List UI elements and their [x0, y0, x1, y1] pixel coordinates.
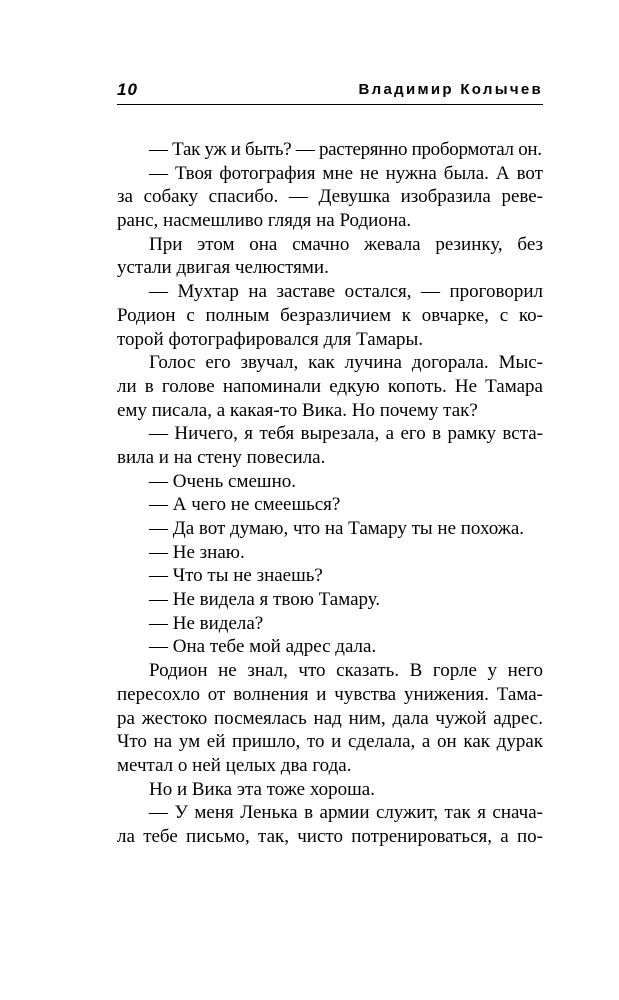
page-header — [117, 80, 543, 102]
text-line: ра жестоко посмеялась над ним, дала чужой адрес. — [117, 707, 543, 729]
text-line: ему писала, а какая-то Вика. Но почему так? — [117, 399, 478, 421]
running-head-author: Владимир Колычев — [358, 81, 543, 98]
text-line: Что на ум ей пришло, то и сделала, а он как дурак — [117, 731, 543, 753]
text-line: — Очень смешно. — [149, 470, 296, 492]
body-text — [117, 138, 543, 849]
text-line: — У меня Ленька в армии служит, так я снача- — [149, 802, 543, 824]
text-line: мечтал о ней целых два года. — [117, 754, 352, 776]
text-line: — Она тебе мой адрес дала. — [149, 636, 377, 658]
text-line: — Что ты не знаешь? — [149, 565, 323, 587]
text-line: вила и на стену повесила. — [117, 446, 326, 468]
text-line: ли в голове напоминали едкую копоть. Не Тамара — [117, 375, 543, 397]
text-line: пересохло от волнения и чувства унижения. Тама- — [117, 683, 543, 705]
text-line: за собаку спасибо. — Девушка изобразила реве- — [117, 186, 543, 208]
text-line: — Твоя фотография мне не нужна была. А вот — [149, 162, 543, 184]
text-line: — Не видела я твою Тамару. — [149, 589, 381, 611]
text-line: ранс, насмешливо глядя на Родиона. — [117, 210, 412, 232]
text-line: — Ничего, я тебя вырезала, а его в рамку вста- — [149, 423, 543, 445]
text-line: — Мухтар на заставе остался, — проговорил — [149, 281, 543, 303]
text-line: Родион с полным безразличием к овчарке, с ко- — [117, 304, 543, 326]
text-line: Родион не знал, что сказать. В горле у него — [149, 660, 543, 682]
text-line: При этом она смачно жевала резинку, без — [149, 233, 543, 255]
text-line: Голос его звучал, как лучина догорала. Мыс- — [149, 352, 543, 374]
text-line: — Да вот думаю, что на Тамару ты не похожа. — [149, 518, 525, 539]
text-line: ла тебе письмо, так, чисто потренироваться, а по- — [117, 825, 543, 847]
page-number: 10 — [117, 80, 138, 99]
text-line: торой фотографировался для Тамары. — [117, 328, 424, 350]
text-line: — Так уж и быть? — растерянно пробормотал он. — [149, 139, 542, 160]
text-line: устали двигая челюстями. — [117, 257, 329, 279]
text-line: — А чего не смеешься? — [149, 494, 341, 516]
text-line: — Не видела? — [149, 612, 264, 634]
text-line: Но и Вика эта тоже хороша. — [149, 778, 375, 800]
text-line: — Не знаю. — [149, 541, 245, 563]
header-rule — [117, 104, 543, 105]
